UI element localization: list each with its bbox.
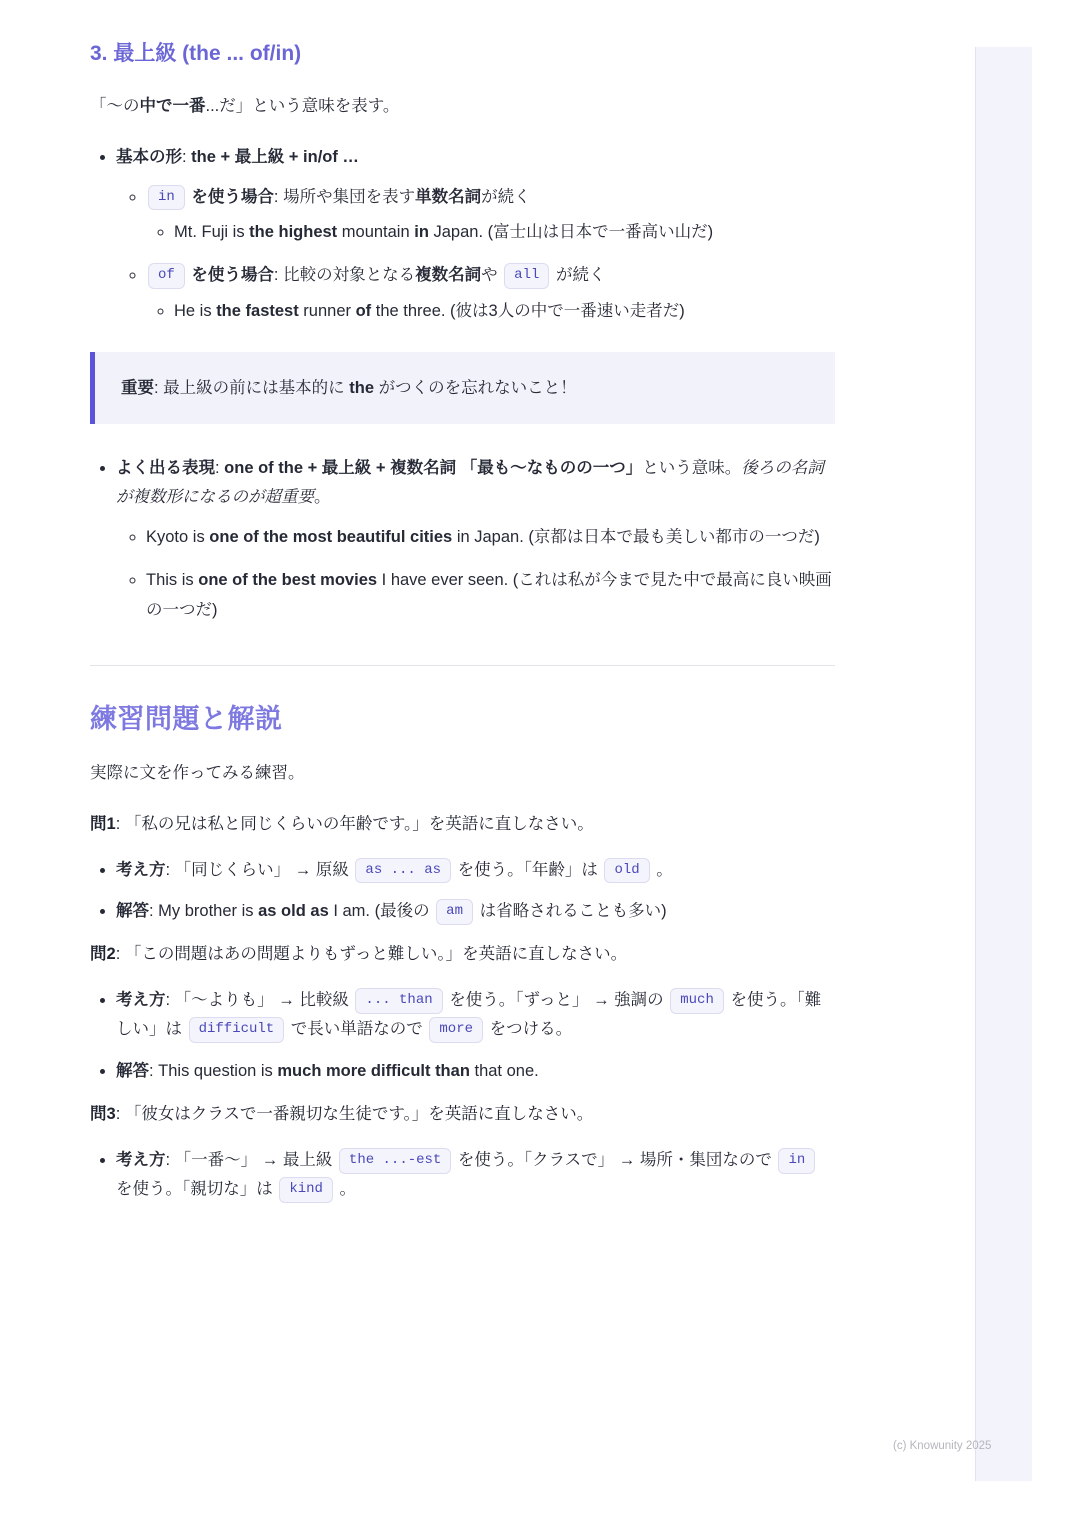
important-callout [90, 352, 835, 424]
approach-p2: を使う。「ずっと」 → 強調の [444, 990, 669, 1009]
question-1-list [90, 856, 835, 927]
superlative-list [90, 143, 835, 326]
common-expr-form-e: 」 [625, 459, 643, 478]
example-post: I have ever seen. (これは私が今まで見た中で最高に良い映画の一つだ) [146, 571, 832, 619]
approach-p3: を使う。「難しい」は [116, 990, 822, 1039]
approach-p2: を使う。「年齢」は [453, 860, 603, 879]
common-expr-tail-end: 。 [314, 488, 331, 507]
common-expr-form-c: 〜なものの [510, 459, 593, 478]
common-expression-example [146, 566, 835, 625]
in-case-desc-post: が続く [481, 187, 531, 206]
approach-p5: をつける。 [485, 1020, 573, 1039]
approach-p4: で長い単語なので [286, 1020, 428, 1039]
basic-form-colon: : [182, 148, 192, 167]
callout-pre: : 最上級の前には基本的に [154, 379, 350, 398]
example-mid: runner [298, 301, 356, 320]
answer-bold: as old as [258, 901, 329, 920]
code-in: in [778, 1148, 815, 1174]
basic-form-label: 基本の形 [116, 148, 182, 167]
question-3-text: : 「彼女はクラスで一番親切な生徒です。」を英語に直しなさい。 [115, 1105, 594, 1123]
example-post: the three. (彼は3人の中で一番速い走者だ) [371, 301, 685, 320]
code-kind: kind [279, 1177, 333, 1203]
example-pre: Kyoto is [146, 527, 210, 546]
of-case-item [146, 261, 835, 326]
page-right-rail [975, 47, 1032, 1481]
callout-post: がつくのを忘れないこと！ [374, 379, 577, 398]
example-bold-1: the highest [249, 222, 338, 241]
approach-p1: : 「一番〜」 → 最上級 [165, 1150, 337, 1169]
common-expr-form-b: 最も [477, 459, 511, 478]
question-1-text: : 「私の兄は私と同じくらいの年齢です。」を英語に直しなさい。 [115, 814, 594, 833]
code-of: of [148, 263, 185, 289]
code-difficult: difficult [189, 1017, 285, 1043]
approach-label: 考え方 [116, 990, 166, 1009]
answer-label: 解答 [116, 901, 149, 920]
answer-mid: I am. (最後の [328, 901, 435, 920]
code-am: am [436, 899, 473, 925]
question-1-approach [116, 856, 835, 885]
common-expr-colon: : [215, 459, 225, 478]
example-pre: This is [146, 571, 199, 590]
answer-label: 解答 [116, 1061, 149, 1080]
question-3-label: 問3 [90, 1105, 116, 1123]
code-all: all [504, 263, 549, 289]
example-bold-1: the fastest [216, 301, 299, 320]
answer-post: は省略されることも多い) [474, 901, 667, 920]
common-expression-example [146, 523, 835, 552]
practice-heading: 練習問題と解説 [90, 703, 283, 734]
in-case-example [174, 218, 835, 247]
approach-p4: 。 [334, 1180, 357, 1199]
example-mid: mountain [337, 222, 415, 241]
question-2-approach [116, 986, 835, 1045]
example-post: Japan. (富士山は日本で一番高い山だ) [428, 222, 714, 241]
callout-bold: the [349, 379, 375, 398]
approach-p1: : 「〜よりも」 → 比較級 [165, 990, 354, 1009]
answer-bold: much more difficult than [277, 1061, 470, 1080]
example-bold-2: of [355, 301, 372, 320]
code-than: ... than [355, 988, 442, 1014]
approach-p1: : 「同じくらい」 → 原級 [165, 860, 354, 879]
common-expression-examples [116, 523, 835, 625]
intro-pre: 「〜の [90, 97, 140, 116]
approach-p2: を使う。「クラスで」 → 場所・集団なので [453, 1150, 777, 1169]
common-expr-form-a: one of the + 最上級 + 複数名詞 「 [224, 459, 478, 478]
code-much: much [670, 988, 724, 1014]
question-3-prompt [90, 1100, 835, 1130]
intro-paragraph [90, 92, 835, 121]
basic-form-item [116, 143, 835, 326]
common-expression-list [90, 454, 835, 625]
of-case-label: を使う場合 [191, 266, 274, 285]
example-bold: one of the best movies [198, 571, 378, 590]
code-old: old [604, 858, 649, 884]
in-case-example-list [146, 218, 835, 247]
of-case-desc-post: が続く [555, 266, 606, 285]
question-2-list [90, 986, 835, 1086]
example-post: in Japan. (京都は日本で最も美しい都市の一つだ) [452, 527, 820, 546]
document-content [90, 40, 835, 1218]
example-pre: He is [174, 301, 217, 320]
approach-label: 考え方 [116, 1150, 166, 1169]
of-case-example-list [146, 297, 835, 326]
intro-post: ...だ」という意味を表す。 [205, 97, 400, 116]
of-case-desc-mid: や [481, 266, 498, 285]
of-case-example [174, 297, 835, 326]
common-expr-tail-italic: 後ろの名詞が複数形になるのが [116, 459, 824, 507]
answer-post: that one. [469, 1061, 539, 1080]
example-bold: one of the most beautiful cities [209, 527, 453, 546]
code-as-as: as ... as [355, 858, 451, 884]
in-case-label: を使う場合 [191, 187, 274, 206]
example-bold-2: in [414, 222, 429, 241]
code-more: more [429, 1017, 483, 1043]
question-3-approach [116, 1146, 835, 1205]
copyright-credit: (c) Knowunity 2025 [893, 1440, 992, 1452]
in-case-desc-pre: : 場所や集団を表す [273, 187, 416, 206]
question-2-prompt [90, 940, 835, 970]
in-case-desc-bold: 単数名詞 [415, 187, 482, 206]
common-expr-tail-italic-bold: 超重要 [264, 488, 314, 507]
section-divider [90, 665, 835, 666]
answer-pre: : My brother is [149, 901, 259, 920]
in-case-item [146, 183, 835, 248]
answer-pre: : This question is [149, 1061, 278, 1080]
question-1-prompt [90, 810, 835, 840]
practice-intro: 実際に文を作ってみる練習。 [90, 763, 305, 782]
callout-label: 重要 [121, 379, 154, 398]
approach-p3: を使う。「親切な」は [116, 1180, 278, 1199]
code-in: in [148, 185, 185, 211]
question-2-label: 問2 [90, 945, 116, 964]
common-expr-form-d: 一つ [592, 459, 626, 478]
question-2-text: : 「この問題はあの問題よりもずっと難しい。」を英語に直しなさい。 [115, 945, 628, 964]
question-1-answer [116, 897, 835, 926]
of-case-desc-pre: : 比較の対象となる [273, 266, 416, 285]
common-expr-label: よく出る表現 [116, 459, 215, 478]
question-3-list [90, 1146, 835, 1205]
question-1-label: 問1 [90, 814, 116, 833]
basic-form-value: the + 最上級 + in/of … [191, 148, 359, 167]
approach-label: 考え方 [116, 860, 166, 879]
common-expression-item [116, 454, 835, 625]
section-heading-superlative: 3. 最上級 (the ... of/in) [90, 42, 302, 65]
case-list [116, 183, 835, 326]
question-2-answer [116, 1057, 835, 1086]
intro-bold: 中で一番 [139, 97, 206, 116]
example-pre: Mt. Fuji is [174, 222, 250, 241]
code-the-est: the ...-est [339, 1148, 451, 1174]
of-case-desc-bold: 複数名詞 [415, 266, 482, 285]
approach-p3: 。 [651, 860, 673, 879]
common-expr-tail-plain: という意味。 [642, 459, 742, 478]
